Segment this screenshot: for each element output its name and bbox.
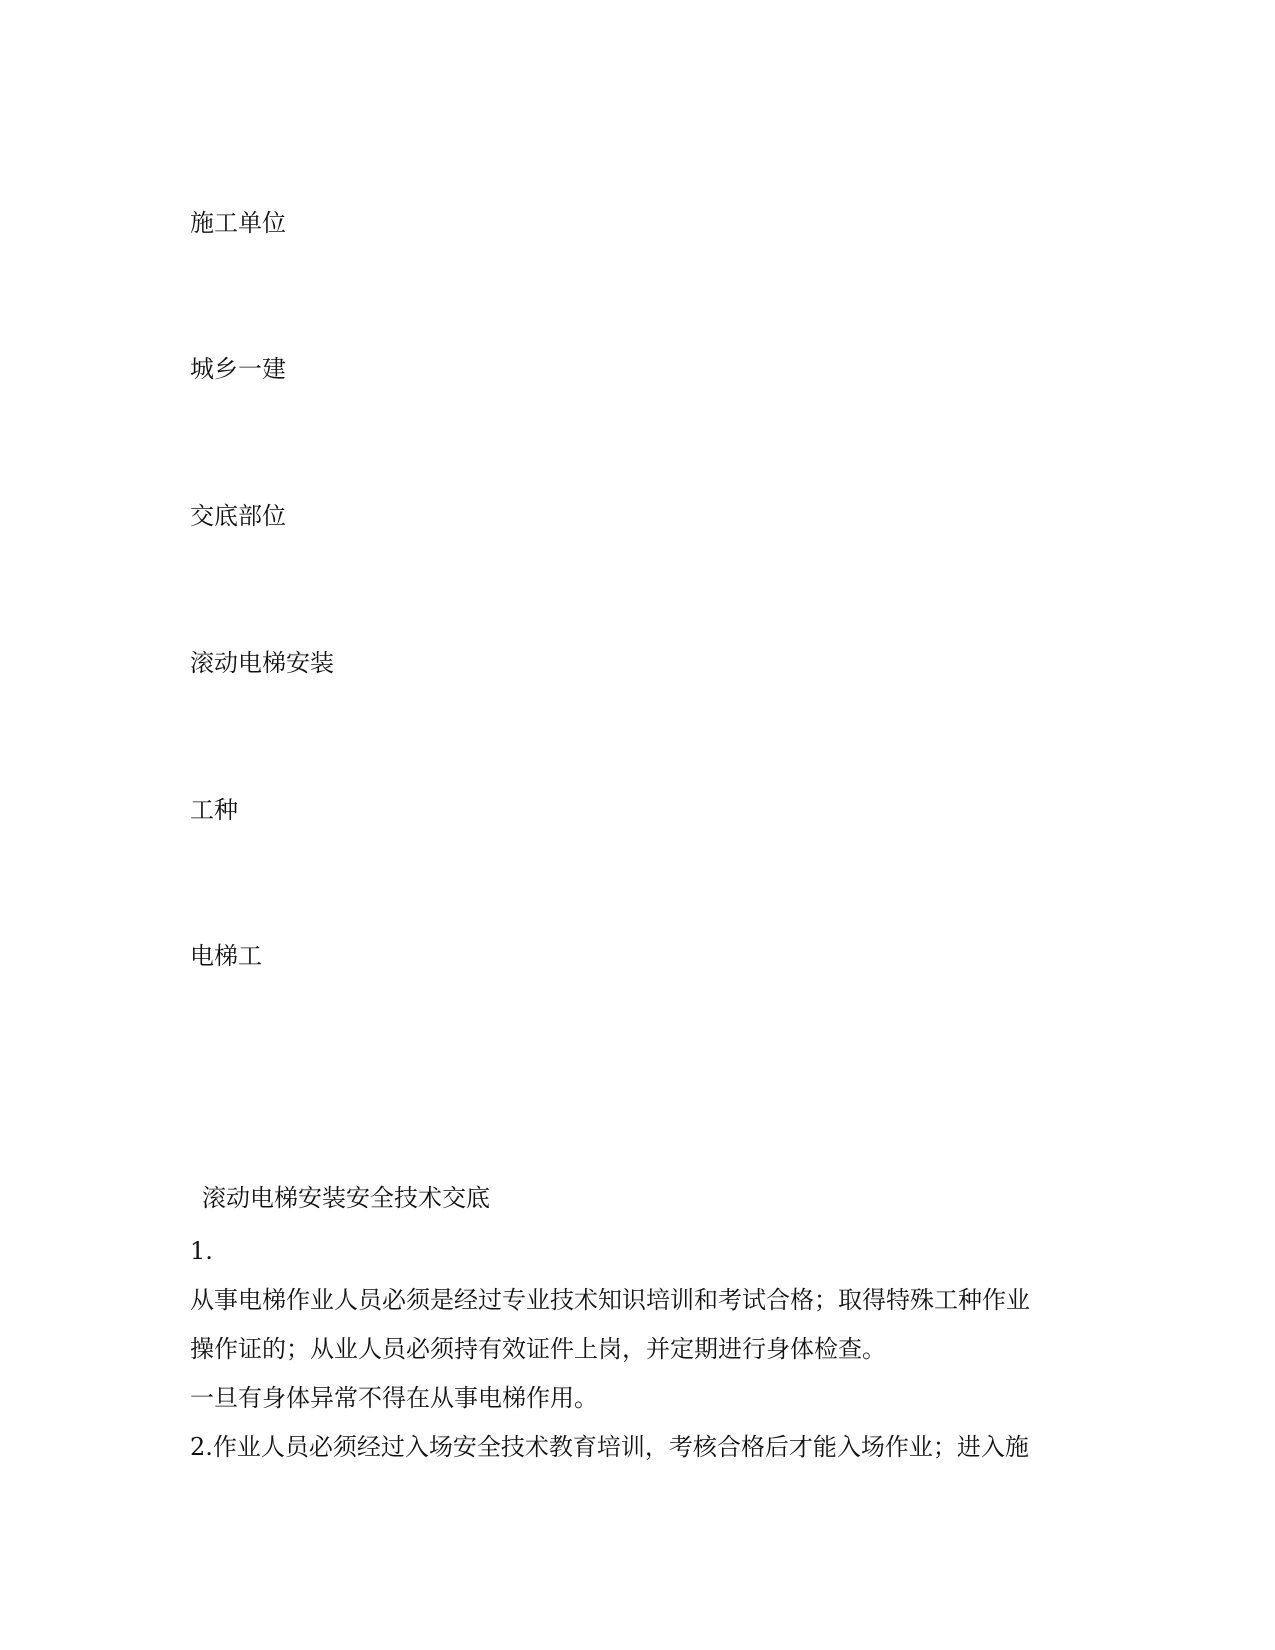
body-line: 一旦有身体异常不得在从事电梯作用。 [190, 1384, 598, 1412]
document-title: 滚动电梯安装安全技术交底 [202, 1184, 490, 1212]
field-work-type-value: 电梯工 [190, 942, 262, 970]
field-construction-unit-label: 施工单位 [190, 209, 286, 237]
field-construction-unit-value: 城乡一建 [190, 355, 286, 383]
field-briefing-location-value: 滚动电梯安装 [190, 649, 334, 677]
body-line: 1. [190, 1237, 213, 1265]
body-line: 操作证的；从业人员必须持有效证件上岗，并定期进行身体检查。 [190, 1335, 886, 1363]
field-work-type-label: 工种 [190, 796, 238, 824]
body-line: 2.作业人员必须经过入场安全技术教育培训，考核合格后才能入场作业；进入施 [190, 1433, 1029, 1461]
field-briefing-location-label: 交底部位 [190, 502, 286, 530]
body-line: 从事电梯作业人员必须是经过专业技术知识培训和考试合格；取得特殊工种作业 [190, 1286, 1030, 1314]
